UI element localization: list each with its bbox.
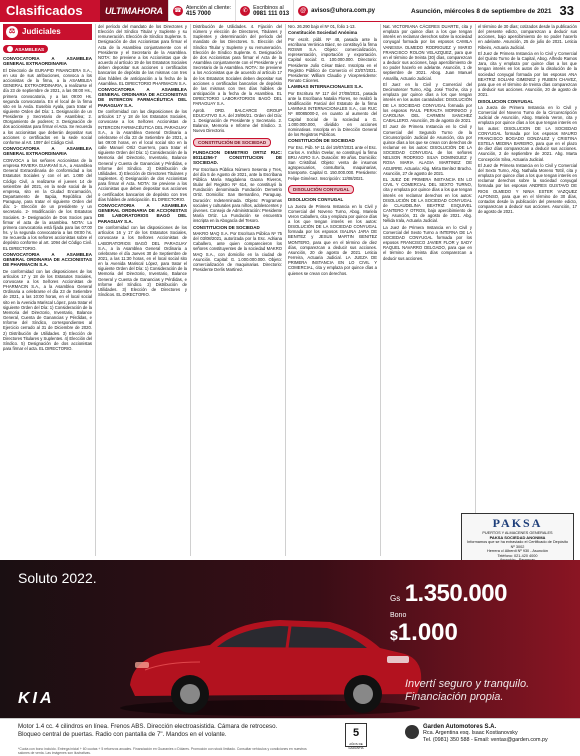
- car-illustration: [105, 590, 435, 718]
- notice-heading: CONVOCATORIA A ASAMBLEA GENERAL ORDINARIA DE ACCIONISTAS DE PHARMACIN S.A.: [3, 251, 92, 268]
- gavel-icon: ⚖: [6, 26, 18, 38]
- paksa-notice-box: PAKSA PUERTOS Y ALMACENES GENERALES PAKSA SOCIEDAD ANONIMA Informamos que se ha extraviado el Certificado de Depósito Nº 3002 Herrera c/ Alberdi Nº 930 - Asunción Teléfono: 021-420 4000: [461, 513, 574, 561]
- newspaper-brand: ULTIMAHORA: [100, 0, 168, 21]
- notice-body: Nro. 26.290 bajo el Nº 01, folio 1-13.: [288, 24, 356, 29]
- judiciales-banner: ⚖ Judiciales: [3, 24, 92, 40]
- phone-number[interactable]: 415 7000: [185, 10, 211, 17]
- notice-body: El Directorio de EURAPID FINANCIERA S.A., en uso de sus atribuciones, convoca a los accionistas de la firma, a la ASAMBLEA GENERAL EXTRAORDINARIA, a realizarse el día 23 de septiembre de 2021, a las 08:00 Hs., primera convocatoria, y a las 09:00 Hs. segunda convocatoria. En el local de la firma sito en la Avda. Eusebio Ayala, para tratar el siguiente Orden del Día: 1. Designación de un Presidente y Secretario de Asamblea; 2. Otorgamiento de poderes; 3. Designación de dos accionistas para firmar el Acta. Se recuerda a los accionistas que deberán depositar sus acciones o certificados en la sede social conforme al Art. 1097 del Código Civil.: [3, 67, 92, 145]
- notice-heading: CONVOCATORIA A ASAMBLEA GENERAL EXTRAORDINARIA: [3, 56, 92, 67]
- publication-date: Asunción, miércoles 8 de septiembre de 2021: [411, 8, 552, 15]
- section-title: Clasificados: [0, 0, 100, 21]
- notice-body: De conformidad con las disposiciones de los artículos 17 y 18 de los Estatutos Sociales, convocase a los Señores Accionistas de PHARMACIN S.A., a la Asamblea General Ordinaria a celebrarse el día 23 de Setiembre de 2021, a las 10:00 horas, en el local social sito en la Avenida Mariscal López, para tratar el siguiente Orden del Día: 1) Consideración de la Memoria del Directorio, Inventario, Balance General, Cuenta de Ganancias y Pérdidas, e Informe del Síndico, correspondientes al Ejercicio cerrado al 31 de Diciembre de 2020. 2) Distribución de Utilidades. 3) Elección de Directores Titulares y Suplentes. 4) Elección del Síndico. 5) Designación de dos accionistas para firmar el acta. EL DIRECTORIO.: [3, 268, 92, 352]
- notice-body: El Juez de Primera Instancia en lo Civil y Comercial del Quinto Turno de la Capital, Abog. Alfredo Ramos Jara, cita y emplaza por quince días a los que tengan interés en los autos de la disolución de la sociedad conyugal formada por los esposos ANA BEATRIZ SOLIANI GIMENEZ y RUBEN CHAVEZ, para que en el término de treinta días comparezcan a deducir sus acciones. Asunción, 20 de agosto de 2021.: [478, 50, 577, 98]
- notice-body: Distribución de Utilidades. 4. Fijación del número y elección de Directores, Titulares y Suplentes y determinación del período del mandato de los Directores. 5. Elección del Síndico Titular y Suplente y su remuneración. Elección de Síndico Suplente. 6. Designación de dos Accionistas para firmar el Acta de la Asamblea conjuntamente con el Presidente y el Secretario de la Asamblea. NOTA: Se previene a los Accionistas que de acuerdo al artículo 17 de los Estatutos Sociales deben depositar sus acciones o certificados bancarios de depósito de las mismas con tres días hábiles de anticipación a la fecha de la Asamblea. EL DIRECTORIO LABORATORIOS BAGÓ DEL PARAGUAY S.A.: [193, 24, 282, 107]
- notice-body: Nat. VICTORIANA CÁCERES DUARTE, cita y emplaza por quince días a los que tengan interés en reclamar derechos sobre la sociedad conyugal formada por los esposos CAMILA VANESSA OLMEDO RODRIGUEZ y MARIO FRANCISCO ROLON VELAZQUEZ, para que en el término de treinta (30) días, comparezcan a deducir sus acciones, bajo apercibimiento de no poder hacerlo en adelante. Asunción, 1 de septiembre de 2021. Abog. Juan Manuel Amarilla, Actuario Judicial.: [383, 24, 472, 81]
- column-divider: [95, 24, 96, 556]
- bono-value: $1.000: [390, 619, 458, 646]
- asambleas-tag: ASAMBLEAS: [3, 45, 48, 53]
- constitucion-tag: CONSTITUCIÓN DE SOCIEDAD: [193, 138, 271, 147]
- notice-heading: LAMINAS INTERNACIONALES S.A.: [288, 84, 364, 90]
- notice-body: Por Escritura Nº 117 del 27/08/2021, pasada ante la Escribana Natalia Flores, se realizó la Modificación Parcial del Estatuto de la firma LAMINAS INTERNACIONALES S.A., con RUC Nº 80085000-2, en cuanto al aumento del Capital Social de la sociedad a G. 1.000.000.000, dividido en acciones nominativas. Inscripta en la Dirección General de los Registros Públicos.: [288, 90, 377, 137]
- column-2: [98, 24, 187, 556]
- ad-model-title: Soluto 2022.: [18, 570, 97, 586]
- column-1: [3, 24, 92, 556]
- paksa-logo: PAKSA: [492, 516, 543, 530]
- kia-logo: KIA: [18, 690, 55, 707]
- notice-heading: CONSTITUCIÓN DE SOCIEDAD: [288, 138, 355, 144]
- notice-heading: DISOLUCION CONYUGAL: [478, 98, 534, 104]
- page-number: 33: [559, 3, 574, 18]
- ad-slogan: Invertí seguro y tranquilo. Financiación propia.: [405, 678, 530, 703]
- notice-body: MAKRO MAQ S.A. Por Escritura Pública Nº 75 del 03/08/2021, autorizada por la Esc. Adriana Caballero, ante quien comparecieron los señores constituyentes de la sociedad MAKRO MAQ S.A., con domicilio en la ciudad de Asunción. Capital: G. 1.000.000.000. Objeto: comercialización de maquinarias. Directorio: Presidente Derlis Martinez.: [193, 230, 282, 272]
- notice-heading: Constitución Sociedad Anónima: [288, 30, 358, 36]
- people-icon: [7, 46, 13, 52]
- phone-icon: ☎: [174, 7, 182, 14]
- whatsapp-number[interactable]: 0981 111 013: [253, 10, 290, 17]
- ad-footer: [0, 718, 580, 756]
- whatsapp-icon: ✆: [240, 6, 250, 16]
- column-4: [288, 24, 377, 556]
- notice-body: Por Esc. Púb. Nº 11 del 19/07/2021 ante el Esc. Carlos A. Insfrán Ovelar, se constituyó la firma BRU AGRO S.A. Duración: 99 años. Domicilio: San Cristóbal. Objeto: venta de insumos agropecuarios, consultoría, maquinarias, transporte. Capital G. 150.000.000. Presidente: Felipe Giménez. Inscripción: 12/08/2021.: [288, 144, 377, 181]
- column-5: [383, 24, 472, 556]
- column-6: [478, 24, 577, 510]
- customer-service: ☎ Atención al cliente: 415 7000: [168, 0, 235, 21]
- price-block: Gs 1.350.000 Bono $1.000: [390, 580, 507, 646]
- notice-body: La Juez de Primera Instancia en lo Civil y Comercial del Sexto Turno a INTERNA DE LA SOCIEDAD CONYUGAL formada por los esposos FRANCISCO JAVIER FLOR y SADY RAQUEL NAVARRO DELGADO, para que en el término de treinta días comparezcan a deducir sus acciones.: [383, 224, 472, 261]
- notice-heading: DISOLUCION CONYUGAL: [288, 197, 344, 203]
- notice-body: El Juez en lo Civil y Comercial del Decimotercer Turno, Abg. José Troche, cita y emplaza por quince días a los que tengan interés en los autos caratulados: DISOLUCIÓN DE LA SOCIEDAD CONYUGAL formada por los esposos RAUL PERALTA MORINIGO y CAROLINA DEL CARMEN SANCHEZ CABALLERO. Asunción, 25 de agosto de 2021.: [383, 81, 472, 123]
- disolucion-tag: DISOLUCIÓN CONYUGAL: [288, 185, 354, 194]
- email-icon: @: [300, 7, 307, 14]
- notice-body: EL JUEZ DE PRIMERA INSTANCIA EN LO CIVIL Y COMERCIAL DEL SEXTO TURNO, cita y emplaza por quince días a los que tengan interés en reclamar derechos en los autos: DISOLUCIÓN DE LA SOCIEDAD CONYUGAL de CLAUDELINA BEATRIZ ESQUIVEL CANTERO Y OTROS, bajo apercibimiento de ley. Asunción, 31 de agosto de 2021. Abg. Nélida Irala, Actuaria Judicial.: [383, 177, 472, 224]
- notice-body: CONVOCA a los señores Accionistas de la empresa RIVIERA GUARANÍ S.A., a Asamblea General Extraordinaria de conformidad a los Estatutos Sociales y con el art. 1.080 del Código Civil, a realizarse el jueves 14 de setiembre del 2021, en la sede social de la empresa, sito en la Ciudad Encarnación, Departamento de Itapúa, República del Paraguay, para tratar el siguiente Orden del día: 1- Elección de un presidente y un secretario. 2- Modificación de los Estatutos Sociales. 3- Designación de Dos Socios para firmar el acta de la asamblea. NOTA: La primera convocatoria está fijada para las 07:00 hs. y la segunda convocatoria a las 08:00 hs. Se recuerda a los señores accionistas sobre el depósito conforme al art. 1094 del Código Civil. EL DIRECTORIO.: [3, 157, 92, 251]
- email-contact: [293, 0, 379, 21]
- column-3: [193, 24, 282, 556]
- column-divider: [475, 24, 476, 556]
- notice-body: La Jueza de Primera Instancia en lo Civil y Comercial del Noveno Turno, Abog. Mariela Veron Caballero, cita y emplaza por quince días a los que tengan interés en los autos: DISOLUCIÓN DE LA SOCIEDAD CONYUGAL formada por los esposos ISALINA JARA DE BENITEZ y JESUS MARTIN BENITEZ MONTERO, para que en el término de diez días, comparezcan a deducir sus acciones. Asunción, 20 de agosto de 2021. Leticia Ferreira, Actuaria Judicial. LA JUEZA DE PRIMERA INSTANCIA EN LO CIVIL Y COMERCIAL, cita y emplaza por quince días a quienes se crean con derechos.: [288, 203, 377, 276]
- classifieds-columns: [3, 24, 577, 556]
- notice-body: El Juez de Primera Instancia en lo Civil y Comercial del Sexto Turno, Abg. Nathalia Moreno Tottil, cita y emplaza por quince días a los que tengan interés en reclamar derechos sobre la sociedad conyugal formada por los esposos ANDRES GUSTAVO DE RIOS OLMEDO Y NINIA ESTER VAZQUEZ ALFONSO, para que en el término de 30 días, contados desde la publicación del presente edicto, comparezcan a deducir sus acciones. Asunción, 17 de agosto de 2021.: [478, 162, 577, 215]
- price-value: 1.350.000: [404, 580, 507, 607]
- notice-body: De conformidad con las disposiciones de los artículos 16 y 17 de los Estatutos Sociales, convocase a los Señores Accionistas de LABORATORIOS BAGÓ DEL PARAGUAY S.A., a la Asamblea General Ordinaria a celebrarse el día Jueves 30 de Septiembre de 2021, a las 11:30 horas, en el local social sito en la Avenida Mariscal López, para tratar el siguiente Orden del Día: 1) Consideración de la Memoria del Directorio, Inventario, Balance General y Cuenta de Ganancias y Pérdidas, e Informe del Síndico. 2) Distribución de Utilidades. 3) Elección de Directores y Síndicos. EL DIRECTORIO.: [98, 225, 187, 298]
- notice-heading: FUNDACION DEMETRIO ORTIZ RUC: 80114256-7 CONSTITUCION DE SOCIEDAD.: [193, 149, 282, 166]
- email-address[interactable]: avisos@uhora.com.py: [311, 7, 375, 14]
- dealer-logo-icon: [405, 725, 419, 739]
- notice-body: Por Escritura Pública Número Sesenta y Tres, del día 5 de Agosto de 2021, ante la Escribana Pública María Magdalena Gaona Riveros, titular del Registro Nº 614, se constituyó la Fundación denominada Fundación Demetrio Ortiz. Domicilio: San Bernardino, Paraguay. Duración: Indeterminada. Objeto: Programas sociales y culturales para niños, adolescentes y jóvenes. Consejo de Administración: Presidente María Ortiz. La Fundación se encuentra inscripta en la Abogacía del Tesoro.: [193, 166, 282, 224]
- notice-heading: CONVOCATORIA A ASAMBLEA GENERAL EXTRAORDINARIA: [3, 146, 92, 157]
- whatsapp-contact: ✆ Escribinos al 0981 111 013: [235, 0, 293, 21]
- column-divider: [285, 24, 286, 556]
- notice-heading: CONVOCATORIA A ASAMBLEA GENERAL ORDINARIA DE ACCIONISTAS DE LABORATORIOS BAGÓ DEL PARAGUAY S.A.: [98, 203, 187, 224]
- page-header: [0, 0, 580, 22]
- notice-body: del período del mandato de los Directores y Elección del Síndico Titular y Suplente y su remuneración. Elección de Síndico Suplente. 5. Designación de dos Accionistas para firmar el Acta de la Asamblea conjuntamente con el Presidente y el Secretario de la Asamblea. NOTA: Se previene a los Accionistas que de acuerdo al artículo 19 de los Estatutos Sociales deben depositar sus acciones o certificados bancarios de depósito de las mismas con tres días hábiles de anticipación a la fecha de la Asamblea. EL DIRECTORIO PHARMACIN S.A.: [98, 24, 187, 86]
- ad-specs: Motor 1.4 cc. 4 cilindros en línea. Frenos ABS. Dirección electroasistida. Cámara de retroceso. Bloqueo central de puertas. Radio con pantalla de 7". Mandos en el volante.: [18, 723, 278, 738]
- notice-body: El Juez de Primera Instancia en lo Civil y Comercial del Segundo Turno de la Circunscripción Judicial de Asunción, cita por quince días a los que se crean con derechos de reclamar en los autos: DISOLUCIÓN DE LA SOCIEDAD CONYUGAL de los señores NELSON RODRIGO SILVA DOMINGUEZ y ROSA MARIA ALAGIA MARTINEZ DE AGUIRRE. Actuaria: Abg. Mirta Benítez Bracho. Asunción, 27 de agosto de 2021.: [383, 124, 472, 176]
- car-advertisement: [0, 560, 580, 718]
- column-divider: [190, 24, 191, 556]
- dealer-info: Garden Automotores S.A. Rca. Argentina esq. Isaac Kostianovsky Tel. (0981) 350 588 - Email: ventas@garden.com.py: [423, 724, 548, 743]
- warranty-badge: 5 AÑOS DE GARANTÍA: [345, 723, 367, 747]
- notice-body: Por escrit. públ. Nº 48, pasada ante la escribana Verónica Báez, se constituyó la firma ROSWI S.A. Objeto: comercialización, representación, importación y exportación. Capital social: G. 100.000.000. Directorio: Presidente Julio César Báez. Inscripta en el Registro Público de Comercio el 23/07/2021. Presidente: William Claudio y Vicepresidente: Renato Cáceres.: [288, 36, 377, 83]
- ad-fine-print: *Cuota con bono incluido. Entrega inicial + 60 cuotas + 5 refuerzos anuales. Financiación en Guaraníes o Dólares. Promoción con stock limitado. Consultar vehículos y condiciones en nuestros salones de venta. Las imágenes son ilustrativas.: [18, 747, 307, 755]
- notice-body: De conformidad con las disposiciones de los artículos 17 y 18 de los Estatutos Sociales, convocase a los Señores Accionistas de INTERCON FARMACÉUTICA DEL PARAGUAY S.A., a la Asamblea General Ordinaria a celebrarse el día 23 de Setiembre de 2021, a las 09:00 horas, en el local social sito en la calle Manuel Ortiz Guerrero, para tratar el siguiente Orden del Día: 1) Consideración de la Memoria del Directorio, Inventario, Balance General y Cuenta de Ganancias y Pérdidas, e Informe del Síndico. 2) Distribución de Utilidades. 3) Elección de Directores Titulares y Suplentes. 4) Designación de dos Accionistas para firmar el Acta. NOTA: Se previene a los Accionistas que deben depositar sus acciones o certificados bancarios de depósito con tres días hábiles de anticipación. EL DIRECTORIO.: [98, 109, 187, 202]
- notice-heading: CONSTITUCION DE SOCIEDAD: [193, 224, 260, 230]
- notice-body: La Jueza de Primera Instancia en lo Civil y Comercial del Noveno Turno de la Circunscripción Judicial de Asunción, Abog. Mariela Veron, cita y emplaza por quince días a los que tengan interés en los autos: DISOLUCION DE LA SOCIEDAD CONYUGAL formada por los esposos MAURO FRANCISCO BOGADO GONZALEZ y CRISTINA ESTELA MEDINA BAREIRO, para que en el plazo de diez días comparezcan a deducir sus acciones. Asunción, 2 de septiembre de 2021. Abg. Marta Concepción Silva, Actuaria Judicial.: [478, 104, 577, 162]
- notice-body: Aprob. ORD. BALCARCE GROUP EDUCATIVO S.A. del 29/06/21. Orden del Día: 1. Designación de Presidente y Secretario. 2. Balance, Memoria e Informe del Síndico. 3. Nuevo Directorio.: [193, 107, 282, 134]
- notice-heading: CONVOCATORIA A ASAMBLEA GENERAL ORDINARIA DE ACCIONISTAS DE INTERCON FARMACÉUTICA DEL PARAGUAY S.A.: [98, 87, 187, 108]
- notice-body: el término de 30 días; cotizados desde la publicación del presente edicto, comparezcan a deducir sus acciones, bajo apercibimiento de no poder hacerlo en adelante. Asunción, 25 de julio de 2021. Leticia Ribeiro, Actuaria Judicial.: [478, 24, 577, 50]
- column-divider: [380, 24, 381, 556]
